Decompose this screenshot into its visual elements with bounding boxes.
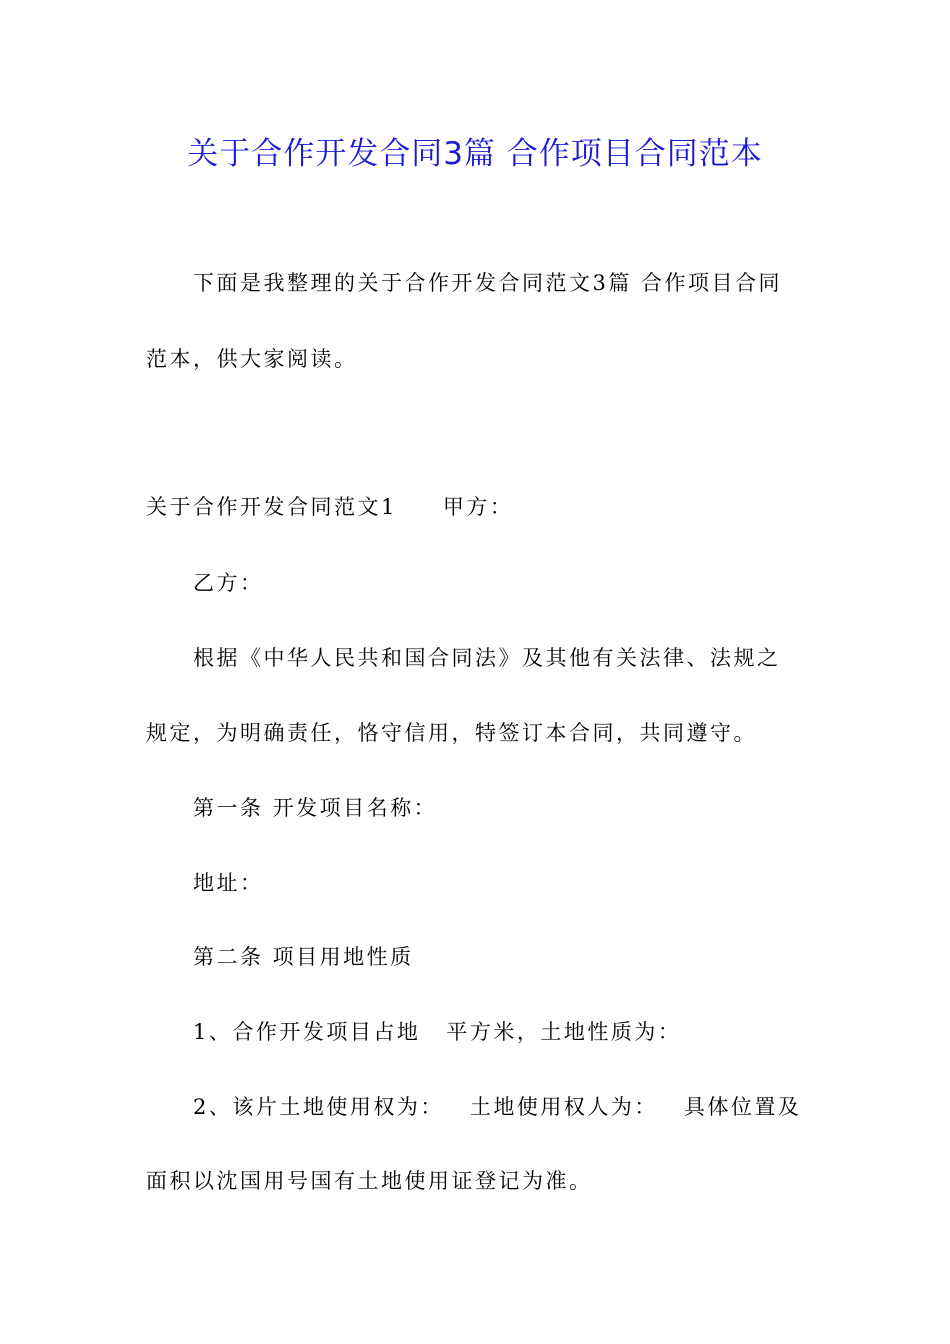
- item-2-part-1: 2、该片土地使用权为：: [193, 1095, 444, 1119]
- article-2-heading: 第二条 项目用地性质: [193, 945, 414, 969]
- item-1-part-1: 1、合作开发项目占地: [193, 1020, 421, 1044]
- section-heading-row: [146, 492, 816, 522]
- section-heading: 关于合作开发合同范文1: [146, 495, 397, 519]
- basis-line-2: 规定，为明确责任，恪守信用，特签订本合同，共同遵守。: [146, 721, 757, 745]
- item-2-line-2: 面积以沈国用号国有土地使用证登记为准。: [146, 1169, 593, 1193]
- item-2-part-2: 土地使用权人为：: [469, 1095, 658, 1119]
- intro-line-1: 下面是我整理的关于合作开发合同范文3篇 合作项目合同: [193, 271, 783, 295]
- item-2-part-3: 具体位置及: [683, 1095, 802, 1119]
- item-1-part-2: 平方米，土地性质为：: [446, 1020, 682, 1044]
- item-2-row: [193, 1092, 863, 1122]
- address-label: 地址：: [193, 871, 264, 895]
- article-1-heading: 第一条 开发项目名称：: [193, 796, 438, 820]
- document-title: 关于合作开发合同3篇 合作项目合同范本: [187, 136, 763, 172]
- party-b-label: 乙方：: [193, 571, 264, 595]
- party-a-label: 甲方：: [442, 495, 514, 519]
- item-1-row: [193, 1017, 863, 1047]
- intro-line-2: 范本，供大家阅读。: [146, 347, 358, 371]
- basis-line-1: 根据《中华人民共和国合同法》及其他有关法律、法规之: [193, 646, 781, 670]
